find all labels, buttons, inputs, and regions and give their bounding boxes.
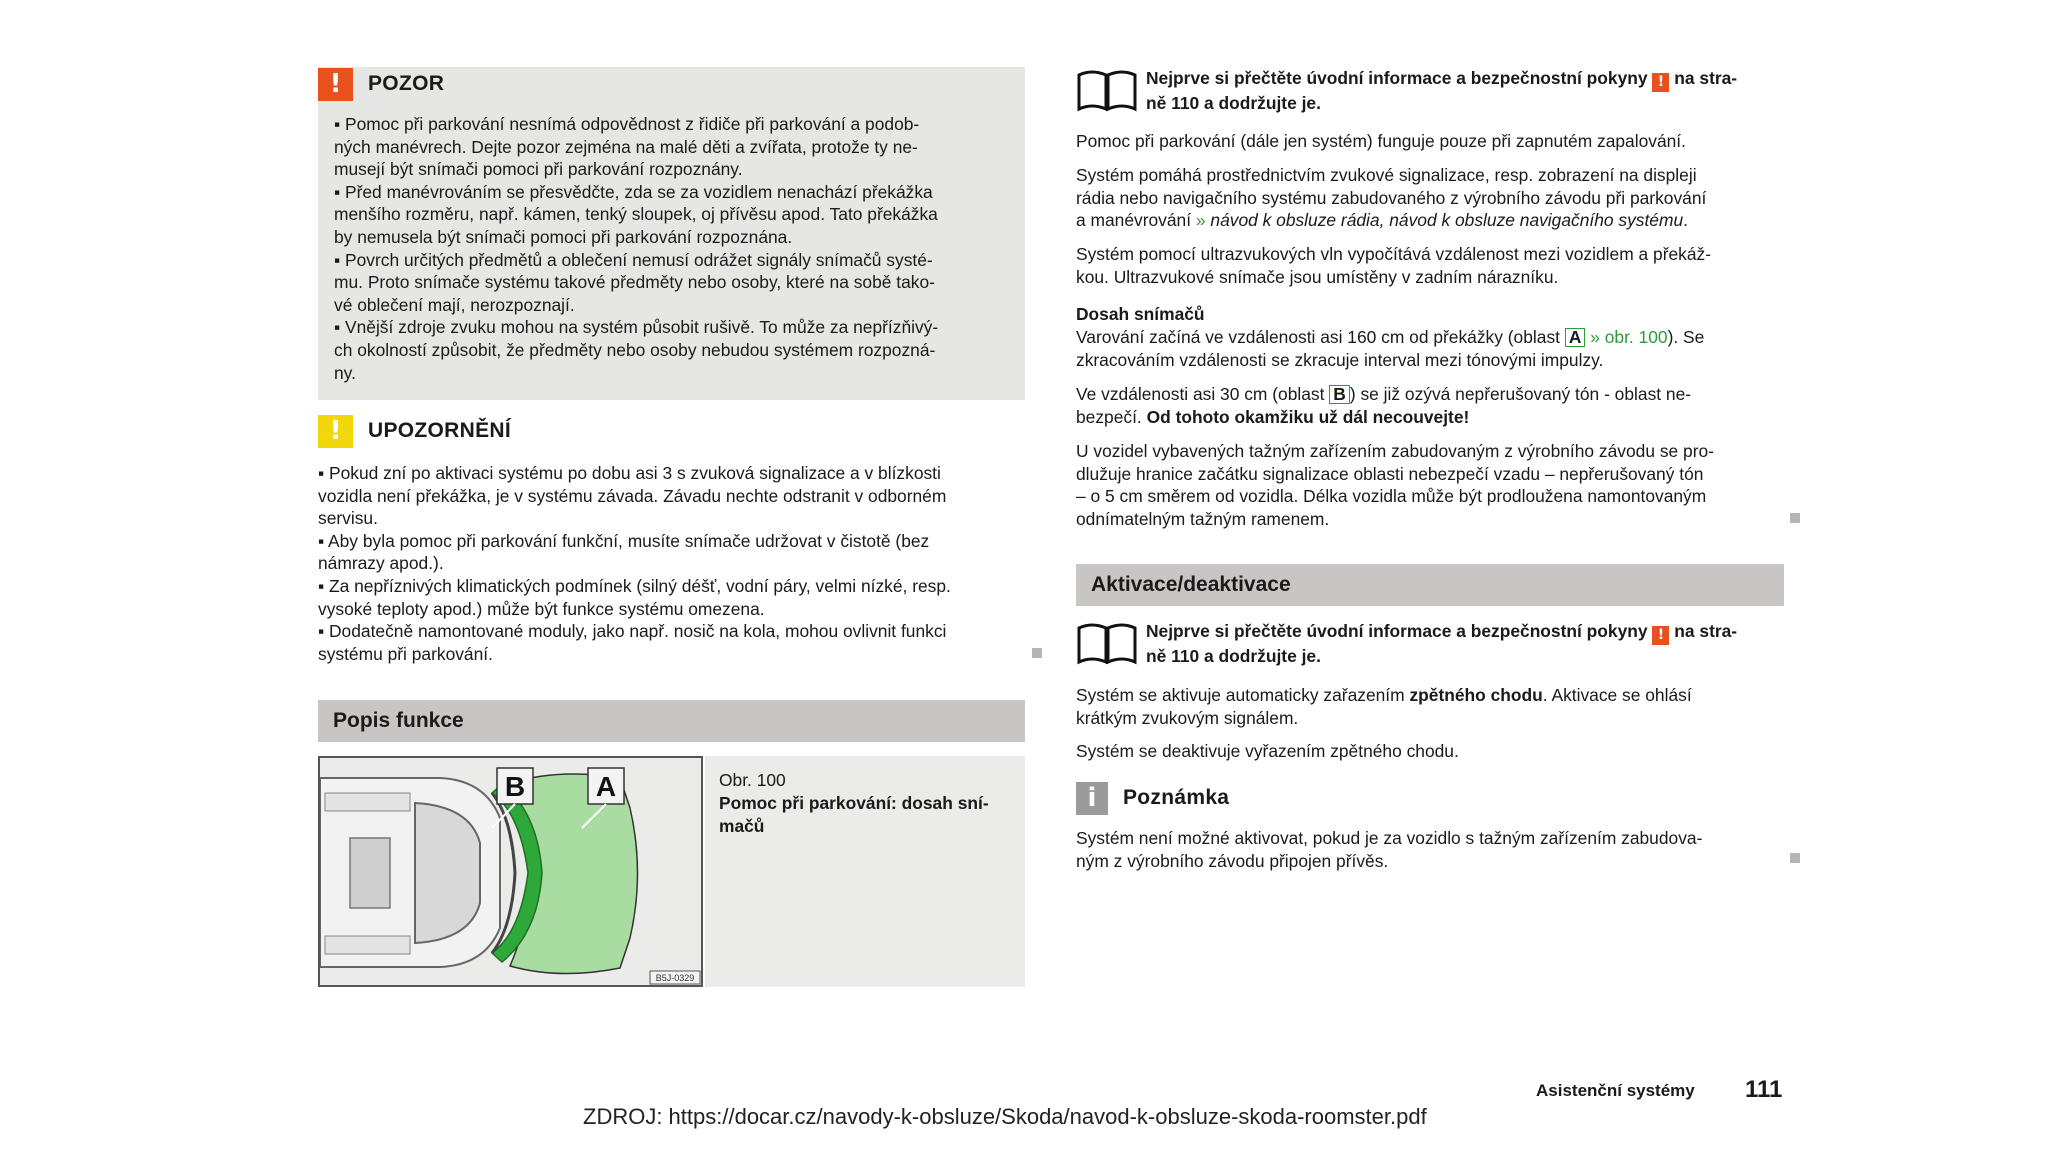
figure-reference-link[interactable]: » obr. 100 xyxy=(1590,327,1668,347)
dosah-a-text: Varování začíná ve vzdálenosti asi 160 cm od překážky (oblast xyxy=(1076,327,1560,347)
poznamka-header xyxy=(1076,781,1229,815)
info-icon: i xyxy=(1076,782,1108,815)
paragraph-2 xyxy=(1076,164,1796,232)
paragraph-3: Systém pomocí ultrazvukových vln vypočítává vzdálenost mezi vozidlem a překáž- kou. Ultrazvukové snímače jsou umístěny v zadním nárazníku. xyxy=(1076,244,1712,287)
upozorneni-text: ▪ Pokud zní po aktivaci systému po dobu asi 3 s zvuková signalizace a v blízkosti vozidla není překážka, je v systému závada. Závadu nechte odstranit v odborném servisu. ▪ Aby byla pomoc při parkování funkční, musíte snímače udržovat v čistotě (bez námrazy apod.). ▪ Za nepříznivých klimatických podmínek (silný déšť, vodní páry, velmi nízké, resp. vysoké teploty apod.) může být funkce systému omezena. ▪ Dodatečně namontované moduly, jako např. nosič na kola, mohou ovlivnit funkci systému při parkování. xyxy=(318,463,951,664)
notice-text-1b: na stra- xyxy=(1674,68,1738,88)
paragraph-2-text: Systém pomáhá prostřednictvím zvukové signalizace, resp. zobrazení na displeji rádia nebo navigačního systému zabudovaného z výrobního závodu při parkování a manévrování xyxy=(1076,165,1707,231)
dosah-paragraph-b xyxy=(1076,383,1796,428)
dosah-a-text-3: zkracováním vzdálenosti se zkracuje interval mezi tónovými impulzy. xyxy=(1076,349,1604,370)
notice-text-1c: ně 110 a dodržujte je. xyxy=(1146,93,1321,113)
popis-funkce-title: Popis funkce xyxy=(333,709,464,732)
notice-text-2 xyxy=(1146,620,1737,668)
notice-text-2a: Nejprve si přečtěte úvodní informace a bezpečnostní pokyny xyxy=(1146,621,1648,641)
book-icon xyxy=(1076,620,1138,666)
dosah-paragraph-a xyxy=(1076,326,1796,371)
section-end-marker xyxy=(1790,513,1800,523)
dosah-b-text-3: bezpečí. xyxy=(1076,406,1142,427)
label-b: B xyxy=(504,771,526,802)
pozor-text: ▪ Pomoc při parkování nesnímá odpovědnost z řidiče při parkování a podob- ných manévrech. Dejte pozor zejména na malé děti a zvířata, protože ty ne- musejí být snímači pomoci při parkování rozpoznány. ▪ Před manévrováním se přesvědčte, zda se za vozidlem nenachází překážka menšího rozměru, např. kámen, tenký sloupek, oj přívěsu apod. Tato překážka by nemusela být snímači pomoci při parkování rozpoznána. ▪ Povrch určitých předmětů a oblečení nemusí odrážet signály snímačů systé- mu. Proto snímače systému takové předměty nebo osoby, které na sobě tako- vé oblečení mají, nerozpoznají. ▪ Vnější zdroje zvuku mohou na systém působit rušivě. To může za nepřízňivý- ch okolností způsobit, že předměty nebo osoby nebudou systémem rozpozná- ny. xyxy=(334,114,939,383)
reference-arrow: » xyxy=(1195,210,1206,231)
poznamka-text: Systém není možné aktivovat, pokud je za vozidlo s tažným zařízením zabudova- ným z výrobního závodu připojen přívěs. xyxy=(1076,828,1703,871)
figure-caption-text: Pomoc při parkování: dosah sní- mačů xyxy=(719,793,989,836)
book-icon xyxy=(1076,67,1138,113)
aktivace-text-1d: krátkým zvukovým signálem. xyxy=(1076,707,1299,728)
exclamation-icon: ! xyxy=(318,415,353,448)
dosah-b-text-2: ) se již ozývá nepřerušovaný tón - oblast ne- xyxy=(1349,384,1692,404)
notice-read-first-2 xyxy=(1076,620,1737,668)
pozor-box xyxy=(318,67,1025,400)
tow-hitch-paragraph: U vozidel vybavených tažným zařízením zabudovaným z výrobního závodu se pro- dlužuje hranice začátku signalizace oblasti nebezpečí vzadu – nepřerušovaný tón – o 5 cm směrem od vozidla. Délka vozidla může být prodloužena namontovaným odnímatelným tažným ramenem. xyxy=(1076,441,1714,529)
range-b-badge: B xyxy=(1329,385,1350,404)
pozor-header xyxy=(318,67,444,101)
upozorneni-header xyxy=(318,414,511,448)
label-a: A xyxy=(595,771,617,802)
popis-funkce-header xyxy=(318,700,1025,742)
section-end-marker xyxy=(1790,853,1800,863)
notice-text-1 xyxy=(1146,67,1737,115)
aktivace-paragraph-2: Systém se deaktivuje vyřazením zpětného chodu. xyxy=(1076,741,1459,761)
manual-reference-link[interactable]: návod k obsluze rádia, návod k obsluze navigačního systému xyxy=(1210,210,1684,231)
poznamka-title: Poznámka xyxy=(1123,786,1230,809)
dosah-title: Dosah snímačů xyxy=(1076,304,1205,324)
aktivace-text-1b: zpětného chodu xyxy=(1409,685,1543,705)
pozor-title: POZOR xyxy=(368,72,445,95)
aktivace-text-1c: . Aktivace se ohlásí xyxy=(1542,685,1692,705)
notice-text-2c: ně 110 a dodržujte je. xyxy=(1146,646,1321,666)
footer-section-name: Asistenční systémy xyxy=(1536,1081,1695,1100)
aktivace-text-1a: Systém se aktivuje automaticky zařazením xyxy=(1076,685,1405,705)
exclamation-icon: ! xyxy=(1652,73,1669,92)
page-number: 111 xyxy=(1745,1076,1783,1103)
dosah-a-text-2: ). Se xyxy=(1667,327,1705,347)
dosah-b-text: Ve vzdálenosti asi 30 cm (oblast xyxy=(1076,384,1325,404)
notice-text-1a: Nejprve si přečtěte úvodní informace a bezpečnostní pokyny xyxy=(1146,68,1648,88)
aktivace-title: Aktivace/deaktivace xyxy=(1091,573,1291,596)
section-end-marker xyxy=(1032,648,1042,658)
paragraph-2-end: . xyxy=(1683,210,1688,231)
paragraph-1: Pomoc při parkování (dále jen systém) funguje pouze při zapnutém zapalování. xyxy=(1076,131,1686,151)
upozorneni-title: UPOZORNĚNÍ xyxy=(368,419,512,442)
source-citation: ZDROJ: https://docar.cz/navody-k-obsluze/Skoda/navod-k-obsluze-skoda-roomster.pdf xyxy=(583,1104,1427,1129)
notice-read-first-1 xyxy=(1076,67,1737,115)
dosah-warning: Od tohoto okamžiku už dál necouvejte! xyxy=(1146,406,1470,427)
exclamation-icon: ! xyxy=(1652,626,1669,645)
range-a-badge: A xyxy=(1565,328,1586,347)
aktivace-header xyxy=(1076,564,1784,606)
figure-caption xyxy=(705,756,1025,987)
notice-text-2b: na stra- xyxy=(1674,621,1738,641)
upozorneni-box xyxy=(318,414,1038,674)
figure-number: Obr. 100 xyxy=(719,770,786,790)
parking-sensor-figure xyxy=(318,756,703,987)
exclamation-icon: ! xyxy=(318,68,353,101)
aktivace-paragraph-1 xyxy=(1076,684,1796,729)
car-range-illustration xyxy=(320,758,701,985)
figure-code: B5J-0329 xyxy=(655,973,695,983)
